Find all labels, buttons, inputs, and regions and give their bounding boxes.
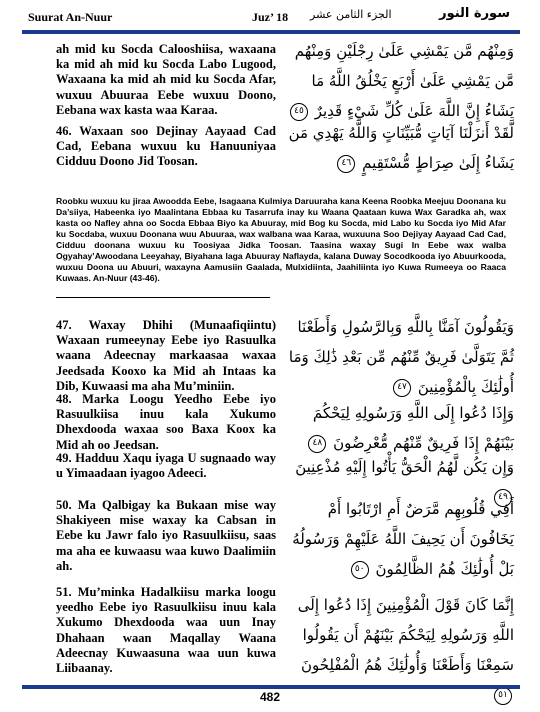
verse-47-translation: 47. Waxay Dhihi (Munaafiqiintu) Waxaan rumeeynay Eebe iyo Rasuulka waana Adeecnay markaasaa waxaa Jeedsada Kooxo ka Mid ah Intaas ka Dib, Kuwaasi ma aha Mu’miniin.: [56, 318, 276, 393]
verse-51-number-mark: ٥١: [494, 687, 512, 705]
verse-46-arabic: [284, 118, 514, 178]
top-rule: [22, 30, 520, 34]
verse-49-arabic-text: وَإِن يَكُن لَّهُمُ الْحَقُّ يَأْتُوا إِلَيْهِ مُذْعِنِينَ: [295, 458, 514, 476]
page-header: [20, 6, 520, 28]
verse-45-number-mark: ٤٥: [290, 103, 308, 121]
page-number: 482: [259, 690, 281, 704]
verse-45-arabic-text: وَمِنْهُم مَّن يَمْشِي عَلَىٰ رِجْلَيْنِ وَمِنْهُم مَّن يَمْشِي عَلَىٰ أَرْبَعٍ يَخْلُقُ اللَّهُ مَا يَشَاءُ إِنَّ اللَّهَ عَلَىٰ كُلِّ شَيْءٍ قَدِيرٌ: [294, 42, 514, 120]
verse-49-translation: 49. Hadduu Xaqu iyaga U sugnaado way u Yimaadaan iyagoo Adeeci.: [56, 451, 276, 481]
verse-47-number-mark: ٤٧: [393, 379, 411, 397]
verse-51-arabic-text: إِنَّمَا كَانَ قَوْلَ الْمُؤْمِنِينَ إِذَا دُعُوا إِلَى اللَّهِ وَرَسُولِهِ لِيَحْكُمَ بَيْنَهُمْ أَن يَقُولُوا سَمِعْنَا وَأَطَعْنَا وَأُولَٰئِكَ هُمُ الْمُفْلِحُونَ: [297, 596, 514, 674]
verse-46-number-mark: ٤٦: [337, 155, 355, 173]
verse-46-translation: 46. Waxaan soo Dejinay Aayaad Cad Cad, Eebana wuxuu ku Hanuuniyaa Cidduu Doono Jid Toosan.: [56, 124, 276, 169]
surah-title: Suurat An-Nuur: [28, 10, 113, 24]
verse-46-arabic-text: لَّقَدْ أَنزَلْنَا آيَاتٍ مُّبَيِّنَاتٍ وَاللَّهُ يَهْدِي مَن يَشَاءُ إِلَىٰ صِرَاطٍ مُّسْتَقِيمٍ: [288, 124, 514, 172]
verse-50-translation: 50. Ma Qalbigay ka Bukaan mise way Shakiyeen mise waxay ka Cabsan in Eebe ku Jawr falo iyo Rasuulkiisu, saas ma aha ee kuwaasu waa kuwo Daalimiin ah.: [56, 498, 276, 573]
arabic-juz-label: الجزء الثامن عشر: [310, 8, 392, 21]
juz-label: Juz’ 18: [252, 10, 289, 24]
verse-51-translation: 51. Mu’minka Hadalkiisu marka loogu yeedho Eebe iyo Rasuulkiisu inuu kala Xukumo Dhexdooda waa uun Inay Dhahaan waan Maqallay Waana Adeecnay Kuwaasuna waa uun kuwa Liibaanay.: [56, 585, 276, 676]
arabic-surah-title: سورة النور: [439, 6, 510, 21]
verse-48-arabic: [284, 398, 514, 458]
verse-50-arabic: [284, 494, 514, 584]
verse-48-translation: 48. Marka Loogu Yeedho Eebe iyo Rasuulkiisa inuu kala Xukumo Dhexdooda waxaa soo Baxa Koox ka Mid ah oo Jeedsan.: [56, 392, 276, 452]
verse-48-arabic-text: وَإِذَا دُعُوا إِلَى اللَّهِ وَرَسُولِهِ لِيَحْكُمَ بَيْنَهُمْ إِذَا فَرِيقٌ مِّنْهُم مُّعْرِضُونَ: [312, 404, 514, 452]
verse-45-translation: ah mid ku Socda Calooshiisa, waxaana ka mid ah mid ku Socda Labo Lugood, Waxaana ka mid ah mid ku Socda Afar, wuxuu Abuuraa Eebe wuxuu Doono, Eebana wax kasta waa Karaa.: [56, 42, 276, 117]
verse-47-arabic: [284, 312, 514, 402]
commentary-summary: Roobku wuxuu ku jiraa Awoodda Eebe, Isagaana Kulmiya Daruuraha kana Keena Roobka Meejuu Doonana ku Da’siiya, Habeenka iyo Maalintana Ebbaa ku Tasarrufa inay ku Waana Qaataan kuwa Wax Garadka ah, wax kasta oo Nafley ahna oo Socda Ebbaa Biyo ka Abuuray, mid Bog ku Socda, mid Labo ku Socda iyo Mid Afar ku Socdaba, wuxuu Doonana wuu Abuuraa, wax walbana waa Karaa, wuxuuna Soo Dejiyay Aayaad Cad Cad, Cidduu doonana wuxuu ku Toosiyaa Jidka Toosan. Taasina waxay Sugi In Eebe wax walba Ogyahay’Awoodana Leeyahay, Biyahana laga Abuuray Naflayda, kalana Duway Socodkooda iyo Abuurkooda, wuxuu Doona uu Abuuri, waxayna Aamusiin Gaalada, Mulxidiinta, Jaahiliinta iyo Kuwa Rumeeya oo Raaca Kuwaas. An-Nuur (43-46).: [56, 196, 506, 283]
verse-49-number-mark: ٤٩: [494, 489, 512, 507]
verse-50-number-mark: ٥٠: [351, 561, 369, 579]
section-divider: [56, 297, 270, 298]
verse-48-number-mark: ٤٨: [308, 435, 326, 453]
verse-45-arabic: [284, 36, 514, 126]
verse-50-arabic-text: أَفِي قُلُوبِهِم مَّرَضٌ أَمِ ارْتَابُوا أَمْ يَخَافُونَ أَن يَحِيفَ اللَّهُ عَلَيْهِمْ وَرَسُولُهُ بَلْ أُولَٰئِكَ هُمُ الظَّالِمُونَ: [292, 500, 514, 578]
verse-47-arabic-text: وَيَقُولُونَ آمَنَّا بِاللَّهِ وَبِالرَّسُولِ وَأَطَعْنَا ثُمَّ يَتَوَلَّىٰ فَرِيقٌ مِّنْهُم مِّن بَعْدِ ذَٰلِكَ وَمَا أُولَٰئِكَ بِالْمُؤْمِنِينَ: [288, 318, 514, 396]
bottom-rule: [22, 685, 520, 689]
